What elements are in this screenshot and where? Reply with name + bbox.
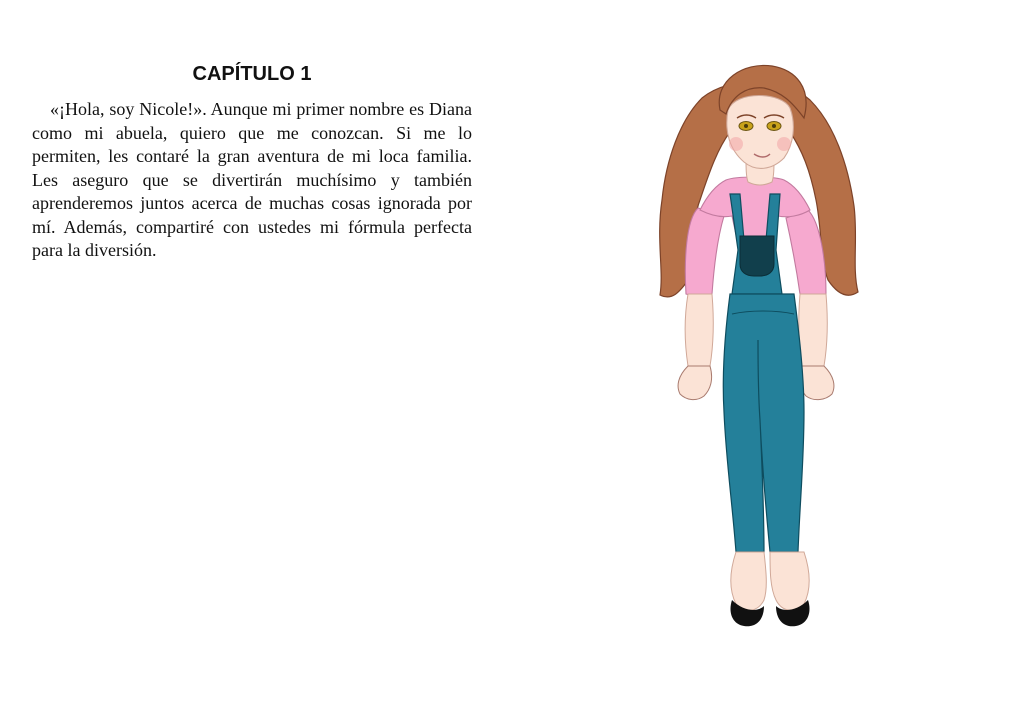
chapter-title: CAPÍTULO 1 <box>192 63 312 85</box>
overalls-pants <box>723 294 804 552</box>
left-foot <box>731 552 767 610</box>
right-arm <box>799 294 828 369</box>
overalls-pocket <box>740 236 774 276</box>
left-pupil <box>744 124 748 128</box>
right-hand <box>800 366 834 400</box>
chapter-text-column <box>32 62 472 263</box>
right-foot <box>770 552 809 610</box>
chapter-paragraph: «¡Hola, soy Nicole!». Aunque mi primer nombre es Diana como mi abuela, quiero que me conozcan. Si me lo permiten, les contaré la gran aventura de mi loca familia. Les aseguro que se divertirán muchísimo y también aprenderemos juntos acerca de muchas cosas ignorada por mí. Además, compartiré con ustedes mi fórmula perfecta para la diversión. <box>32 99 472 260</box>
left-hand <box>678 366 712 400</box>
right-cheek <box>777 137 791 151</box>
right-pupil <box>772 124 776 128</box>
girl-illustration <box>640 40 870 630</box>
left-arm <box>685 294 713 369</box>
left-sleeve <box>685 208 724 296</box>
left-cheek <box>729 137 743 151</box>
